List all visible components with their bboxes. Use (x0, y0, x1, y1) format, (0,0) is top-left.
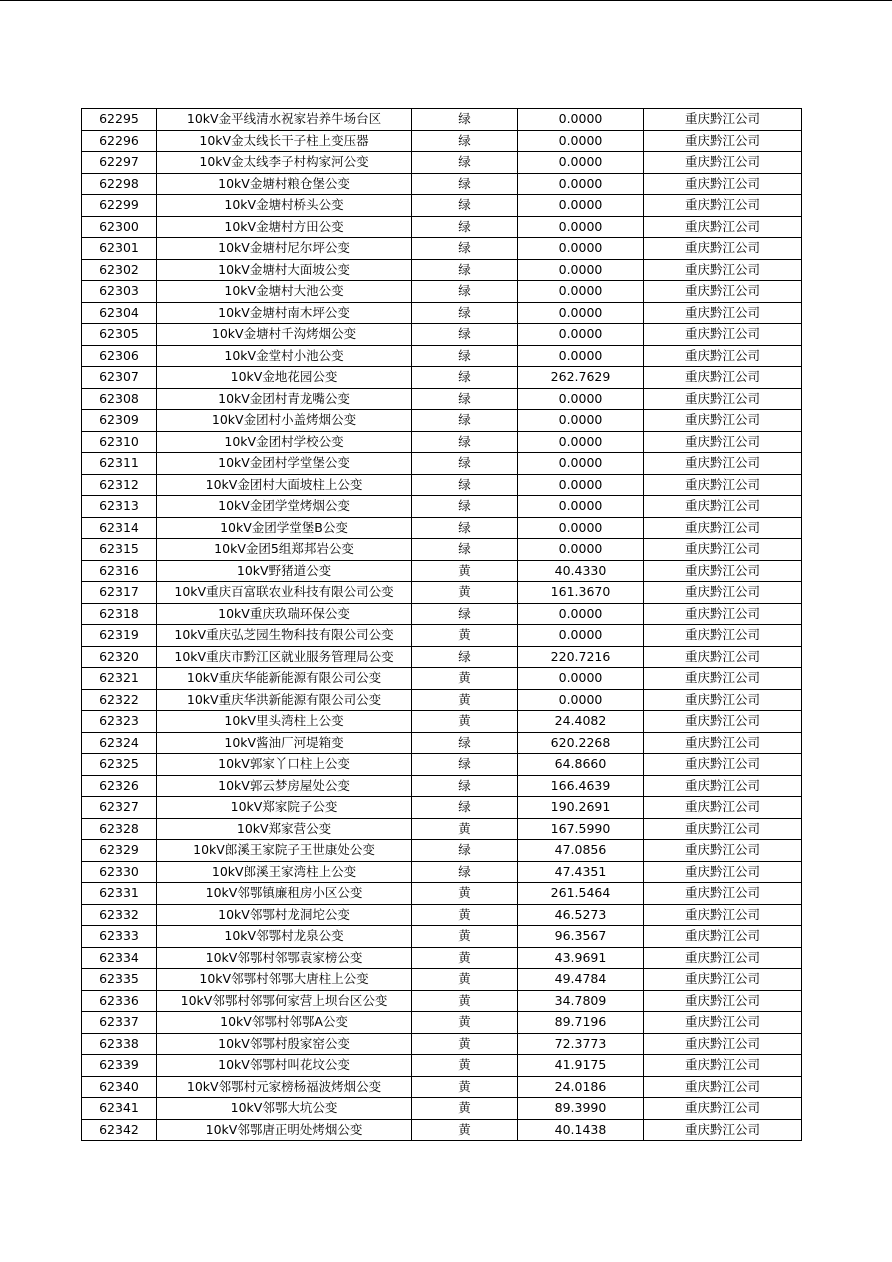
cell-name: 10kV邻鄂村邻鄂何家营上坝台区公变 (157, 990, 412, 1012)
cell-name: 10kV郎溪王家湾柱上公变 (157, 861, 412, 883)
cell-status: 绿 (412, 453, 518, 475)
cell-value: 24.0186 (518, 1076, 644, 1098)
cell-name: 10kV金团村学堂堡公变 (157, 453, 412, 475)
cell-name: 10kV重庆弘芝园生物科技有限公司公变 (157, 625, 412, 647)
cell-company: 重庆黔江公司 (644, 1012, 802, 1034)
cell-company: 重庆黔江公司 (644, 152, 802, 174)
cell-status: 绿 (412, 603, 518, 625)
cell-status: 绿 (412, 324, 518, 346)
cell-status: 黄 (412, 668, 518, 690)
cell-status: 绿 (412, 732, 518, 754)
cell-company: 重庆黔江公司 (644, 195, 802, 217)
table-row (82, 474, 802, 496)
cell-status: 黄 (412, 818, 518, 840)
table-row (82, 711, 802, 733)
cell-company: 重庆黔江公司 (644, 259, 802, 281)
cell-id: 62305 (82, 324, 157, 346)
cell-status: 黄 (412, 947, 518, 969)
cell-value: 261.5464 (518, 883, 644, 905)
cell-status: 绿 (412, 840, 518, 862)
cell-status: 绿 (412, 152, 518, 174)
table-row (82, 345, 802, 367)
table-row (82, 582, 802, 604)
cell-status: 绿 (412, 861, 518, 883)
cell-value: 49.4784 (518, 969, 644, 991)
cell-id: 62303 (82, 281, 157, 303)
cell-value: 0.0000 (518, 345, 644, 367)
cell-status: 黄 (412, 1119, 518, 1141)
cell-company: 重庆黔江公司 (644, 130, 802, 152)
cell-value: 0.0000 (518, 474, 644, 496)
cell-id: 62340 (82, 1076, 157, 1098)
table-row (82, 517, 802, 539)
cell-id: 62333 (82, 926, 157, 948)
cell-company: 重庆黔江公司 (644, 1119, 802, 1141)
table-row (82, 646, 802, 668)
cell-value: 0.0000 (518, 603, 644, 625)
cell-value: 64.8660 (518, 754, 644, 776)
table-row (82, 1055, 802, 1077)
table-row (82, 431, 802, 453)
table-row (82, 947, 802, 969)
cell-value: 0.0000 (518, 130, 644, 152)
table-row (82, 539, 802, 561)
cell-value: 0.0000 (518, 496, 644, 518)
cell-status: 黄 (412, 711, 518, 733)
cell-value: 89.3990 (518, 1098, 644, 1120)
table-row (82, 238, 802, 260)
cell-id: 62313 (82, 496, 157, 518)
cell-name: 10kV郭云梦房屋处公变 (157, 775, 412, 797)
cell-value: 0.0000 (518, 431, 644, 453)
table-row (82, 173, 802, 195)
cell-id: 62327 (82, 797, 157, 819)
cell-company: 重庆黔江公司 (644, 668, 802, 690)
table-row (82, 109, 802, 131)
cell-value: 34.7809 (518, 990, 644, 1012)
cell-company: 重庆黔江公司 (644, 797, 802, 819)
cell-name: 10kV金太线李子村构家河公变 (157, 152, 412, 174)
cell-id: 62296 (82, 130, 157, 152)
cell-name: 10kV邻鄂村龙泉公变 (157, 926, 412, 948)
cell-status: 绿 (412, 388, 518, 410)
table-row (82, 904, 802, 926)
cell-name: 10kV郎溪王家院子王世康处公变 (157, 840, 412, 862)
cell-value: 0.0000 (518, 539, 644, 561)
table-row (82, 302, 802, 324)
table-row (82, 388, 802, 410)
cell-id: 62312 (82, 474, 157, 496)
cell-company: 重庆黔江公司 (644, 173, 802, 195)
cell-company: 重庆黔江公司 (644, 947, 802, 969)
cell-status: 绿 (412, 496, 518, 518)
cell-value: 0.0000 (518, 216, 644, 238)
cell-name: 10kV金堂村小池公变 (157, 345, 412, 367)
cell-id: 62315 (82, 539, 157, 561)
cell-value: 46.5273 (518, 904, 644, 926)
cell-id: 62298 (82, 173, 157, 195)
cell-name: 10kV金团村大面坡柱上公变 (157, 474, 412, 496)
cell-name: 10kV里头湾柱上公变 (157, 711, 412, 733)
table-row (82, 861, 802, 883)
cell-status: 绿 (412, 259, 518, 281)
cell-id: 62329 (82, 840, 157, 862)
cell-name: 10kV金地花园公变 (157, 367, 412, 389)
cell-name: 10kV金太线长干子柱上变压器 (157, 130, 412, 152)
cell-status: 黄 (412, 1076, 518, 1098)
table-row (82, 689, 802, 711)
cell-status: 绿 (412, 754, 518, 776)
cell-id: 62306 (82, 345, 157, 367)
cell-name: 10kV金塘村南木坪公变 (157, 302, 412, 324)
cell-status: 绿 (412, 539, 518, 561)
cell-status: 绿 (412, 130, 518, 152)
table-row (82, 990, 802, 1012)
cell-name: 10kV重庆玖瑞环保公变 (157, 603, 412, 625)
cell-company: 重庆黔江公司 (644, 883, 802, 905)
cell-name: 10kV金塘村方田公变 (157, 216, 412, 238)
cell-value: 0.0000 (518, 453, 644, 475)
cell-status: 绿 (412, 345, 518, 367)
cell-company: 重庆黔江公司 (644, 646, 802, 668)
table-row (82, 732, 802, 754)
cell-id: 62326 (82, 775, 157, 797)
cell-company: 重庆黔江公司 (644, 969, 802, 991)
cell-company: 重庆黔江公司 (644, 603, 802, 625)
cell-status: 黄 (412, 969, 518, 991)
cell-value: 161.3670 (518, 582, 644, 604)
cell-name: 10kV邻鄂村龙洞坨公变 (157, 904, 412, 926)
cell-id: 62297 (82, 152, 157, 174)
cell-id: 62324 (82, 732, 157, 754)
cell-id: 62325 (82, 754, 157, 776)
cell-status: 黄 (412, 582, 518, 604)
cell-name: 10kV金塘村桥头公变 (157, 195, 412, 217)
table-row (82, 603, 802, 625)
cell-id: 62320 (82, 646, 157, 668)
cell-status: 绿 (412, 797, 518, 819)
cell-name: 10kV重庆华能新能源有限公司公变 (157, 668, 412, 690)
cell-id: 62338 (82, 1033, 157, 1055)
cell-company: 重庆黔江公司 (644, 496, 802, 518)
cell-company: 重庆黔江公司 (644, 410, 802, 432)
cell-value: 47.0856 (518, 840, 644, 862)
cell-company: 重庆黔江公司 (644, 840, 802, 862)
cell-value: 0.0000 (518, 238, 644, 260)
table-row (82, 367, 802, 389)
cell-name: 10kV金塘村千沟烤烟公变 (157, 324, 412, 346)
table-row (82, 216, 802, 238)
table-row (82, 818, 802, 840)
cell-name: 10kV金塘村大池公变 (157, 281, 412, 303)
cell-id: 62337 (82, 1012, 157, 1034)
cell-name: 10kV邻鄂村殷家窑公变 (157, 1033, 412, 1055)
cell-status: 绿 (412, 173, 518, 195)
cell-company: 重庆黔江公司 (644, 560, 802, 582)
cell-company: 重庆黔江公司 (644, 109, 802, 131)
cell-value: 167.5990 (518, 818, 644, 840)
table-row (82, 1076, 802, 1098)
cell-company: 重庆黔江公司 (644, 281, 802, 303)
cell-value: 40.4330 (518, 560, 644, 582)
cell-name: 10kV金塘村尼尔坪公变 (157, 238, 412, 260)
cell-value: 0.0000 (518, 302, 644, 324)
cell-id: 62299 (82, 195, 157, 217)
cell-value: 0.0000 (518, 625, 644, 647)
cell-status: 绿 (412, 410, 518, 432)
cell-value: 620.2268 (518, 732, 644, 754)
cell-company: 重庆黔江公司 (644, 302, 802, 324)
cell-value: 0.0000 (518, 410, 644, 432)
cell-id: 62310 (82, 431, 157, 453)
table-row (82, 453, 802, 475)
cell-name: 10kV金平线清水祝家岩养牛场台区 (157, 109, 412, 131)
cell-value: 0.0000 (518, 689, 644, 711)
cell-id: 62335 (82, 969, 157, 991)
cell-id: 62334 (82, 947, 157, 969)
cell-id: 62300 (82, 216, 157, 238)
cell-status: 黄 (412, 625, 518, 647)
cell-id: 62319 (82, 625, 157, 647)
cell-value: 96.3567 (518, 926, 644, 948)
table-row (82, 1119, 802, 1141)
cell-company: 重庆黔江公司 (644, 711, 802, 733)
cell-company: 重庆黔江公司 (644, 1055, 802, 1077)
table-row (82, 259, 802, 281)
cell-status: 黄 (412, 990, 518, 1012)
cell-id: 62321 (82, 668, 157, 690)
cell-name: 10kV金团5组郑邦岩公变 (157, 539, 412, 561)
cell-name: 10kV金团学堂堡B公变 (157, 517, 412, 539)
cell-id: 62317 (82, 582, 157, 604)
cell-status: 绿 (412, 238, 518, 260)
cell-status: 黄 (412, 689, 518, 711)
table-row (82, 775, 802, 797)
cell-value: 0.0000 (518, 324, 644, 346)
table-row (82, 1012, 802, 1034)
cell-value: 0.0000 (518, 109, 644, 131)
cell-company: 重庆黔江公司 (644, 431, 802, 453)
cell-value: 41.9175 (518, 1055, 644, 1077)
cell-company: 重庆黔江公司 (644, 732, 802, 754)
cell-value: 190.2691 (518, 797, 644, 819)
cell-name: 10kV郭家丫口柱上公变 (157, 754, 412, 776)
cell-name: 10kV邻鄂村元家榜杨福波烤烟公变 (157, 1076, 412, 1098)
table-row (82, 195, 802, 217)
cell-company: 重庆黔江公司 (644, 754, 802, 776)
cell-value: 0.0000 (518, 281, 644, 303)
cell-name: 10kV酱油厂河堤箱变 (157, 732, 412, 754)
table-body (82, 109, 802, 1141)
cell-company: 重庆黔江公司 (644, 1076, 802, 1098)
cell-company: 重庆黔江公司 (644, 216, 802, 238)
table-row (82, 840, 802, 862)
cell-status: 黄 (412, 1033, 518, 1055)
table-row (82, 410, 802, 432)
cell-company: 重庆黔江公司 (644, 926, 802, 948)
cell-value: 220.7216 (518, 646, 644, 668)
cell-name: 10kV邻鄂村邻鄂袁家榜公变 (157, 947, 412, 969)
cell-id: 62336 (82, 990, 157, 1012)
cell-id: 62318 (82, 603, 157, 625)
cell-name: 10kV金团学堂烤烟公变 (157, 496, 412, 518)
cell-value: 47.4351 (518, 861, 644, 883)
cell-company: 重庆黔江公司 (644, 775, 802, 797)
cell-name: 10kV邻鄂村邻鄂A公变 (157, 1012, 412, 1034)
cell-id: 62309 (82, 410, 157, 432)
cell-name: 10kV金团村学校公变 (157, 431, 412, 453)
cell-id: 62311 (82, 453, 157, 475)
cell-name: 10kV金团村小盖烤烟公变 (157, 410, 412, 432)
cell-id: 62331 (82, 883, 157, 905)
cell-value: 0.0000 (518, 195, 644, 217)
cell-status: 绿 (412, 775, 518, 797)
cell-id: 62308 (82, 388, 157, 410)
cell-value: 43.9691 (518, 947, 644, 969)
cell-company: 重庆黔江公司 (644, 1033, 802, 1055)
cell-company: 重庆黔江公司 (644, 689, 802, 711)
cell-status: 绿 (412, 474, 518, 496)
cell-status: 黄 (412, 904, 518, 926)
cell-status: 绿 (412, 281, 518, 303)
cell-company: 重庆黔江公司 (644, 367, 802, 389)
cell-company: 重庆黔江公司 (644, 625, 802, 647)
cell-status: 黄 (412, 883, 518, 905)
cell-company: 重庆黔江公司 (644, 324, 802, 346)
table-row (82, 496, 802, 518)
cell-status: 黄 (412, 1012, 518, 1034)
cell-company: 重庆黔江公司 (644, 990, 802, 1012)
table-row (82, 969, 802, 991)
table-row (82, 130, 802, 152)
cell-company: 重庆黔江公司 (644, 861, 802, 883)
cell-name: 10kV郑家营公变 (157, 818, 412, 840)
cell-status: 绿 (412, 431, 518, 453)
cell-company: 重庆黔江公司 (644, 453, 802, 475)
cell-value: 0.0000 (518, 173, 644, 195)
cell-name: 10kV邻鄂唐正明处烤烟公变 (157, 1119, 412, 1141)
cell-id: 62316 (82, 560, 157, 582)
cell-value: 262.7629 (518, 367, 644, 389)
cell-id: 62304 (82, 302, 157, 324)
table-row (82, 1098, 802, 1120)
cell-company: 重庆黔江公司 (644, 474, 802, 496)
table-row (82, 625, 802, 647)
cell-name: 10kV邻鄂村邻鄂大唐柱上公变 (157, 969, 412, 991)
table-row (82, 324, 802, 346)
cell-name: 10kV重庆市黔江区就业服务管理局公变 (157, 646, 412, 668)
cell-status: 绿 (412, 646, 518, 668)
cell-status: 绿 (412, 367, 518, 389)
cell-status: 绿 (412, 216, 518, 238)
cell-name: 10kV金团村青龙嘴公变 (157, 388, 412, 410)
cell-id: 62307 (82, 367, 157, 389)
cell-status: 黄 (412, 1055, 518, 1077)
table-row (82, 1033, 802, 1055)
cell-id: 62322 (82, 689, 157, 711)
cell-name: 10kV邻鄂大坑公变 (157, 1098, 412, 1120)
table-row (82, 883, 802, 905)
cell-value: 24.4082 (518, 711, 644, 733)
cell-id: 62330 (82, 861, 157, 883)
cell-value: 72.3773 (518, 1033, 644, 1055)
cell-id: 62332 (82, 904, 157, 926)
cell-company: 重庆黔江公司 (644, 1098, 802, 1120)
cell-value: 40.1438 (518, 1119, 644, 1141)
cell-value: 0.0000 (518, 517, 644, 539)
cell-status: 绿 (412, 109, 518, 131)
cell-status: 黄 (412, 926, 518, 948)
page-top-border (0, 0, 892, 1)
table-row (82, 152, 802, 174)
cell-status: 黄 (412, 1098, 518, 1120)
cell-id: 62295 (82, 109, 157, 131)
cell-id: 62342 (82, 1119, 157, 1141)
cell-company: 重庆黔江公司 (644, 238, 802, 260)
cell-id: 62339 (82, 1055, 157, 1077)
table-row (82, 281, 802, 303)
table-row (82, 926, 802, 948)
cell-value: 0.0000 (518, 668, 644, 690)
cell-value: 0.0000 (518, 259, 644, 281)
cell-company: 重庆黔江公司 (644, 517, 802, 539)
cell-name: 10kV野猪道公变 (157, 560, 412, 582)
data-table (81, 108, 802, 1141)
cell-id: 62341 (82, 1098, 157, 1120)
cell-company: 重庆黔江公司 (644, 388, 802, 410)
cell-id: 62328 (82, 818, 157, 840)
cell-id: 62314 (82, 517, 157, 539)
cell-name: 10kV金塘村粮仓堡公变 (157, 173, 412, 195)
cell-name: 10kV邻鄂村叫花坟公变 (157, 1055, 412, 1077)
cell-name: 10kV邻鄂镇廉租房小区公变 (157, 883, 412, 905)
cell-value: 166.4639 (518, 775, 644, 797)
cell-status: 黄 (412, 560, 518, 582)
cell-value: 89.7196 (518, 1012, 644, 1034)
cell-company: 重庆黔江公司 (644, 345, 802, 367)
cell-status: 绿 (412, 517, 518, 539)
cell-value: 0.0000 (518, 152, 644, 174)
cell-company: 重庆黔江公司 (644, 582, 802, 604)
cell-name: 10kV郑家院子公变 (157, 797, 412, 819)
cell-company: 重庆黔江公司 (644, 818, 802, 840)
cell-name: 10kV重庆百富联农业科技有限公司公变 (157, 582, 412, 604)
table-row (82, 560, 802, 582)
cell-company: 重庆黔江公司 (644, 904, 802, 926)
cell-value: 0.0000 (518, 388, 644, 410)
cell-id: 62302 (82, 259, 157, 281)
cell-id: 62323 (82, 711, 157, 733)
cell-company: 重庆黔江公司 (644, 539, 802, 561)
cell-name: 10kV重庆华洪新能源有限公司公变 (157, 689, 412, 711)
table-row (82, 754, 802, 776)
cell-id: 62301 (82, 238, 157, 260)
cell-name: 10kV金塘村大面坡公变 (157, 259, 412, 281)
cell-status: 绿 (412, 302, 518, 324)
table-row (82, 668, 802, 690)
cell-status: 绿 (412, 195, 518, 217)
table-row (82, 797, 802, 819)
